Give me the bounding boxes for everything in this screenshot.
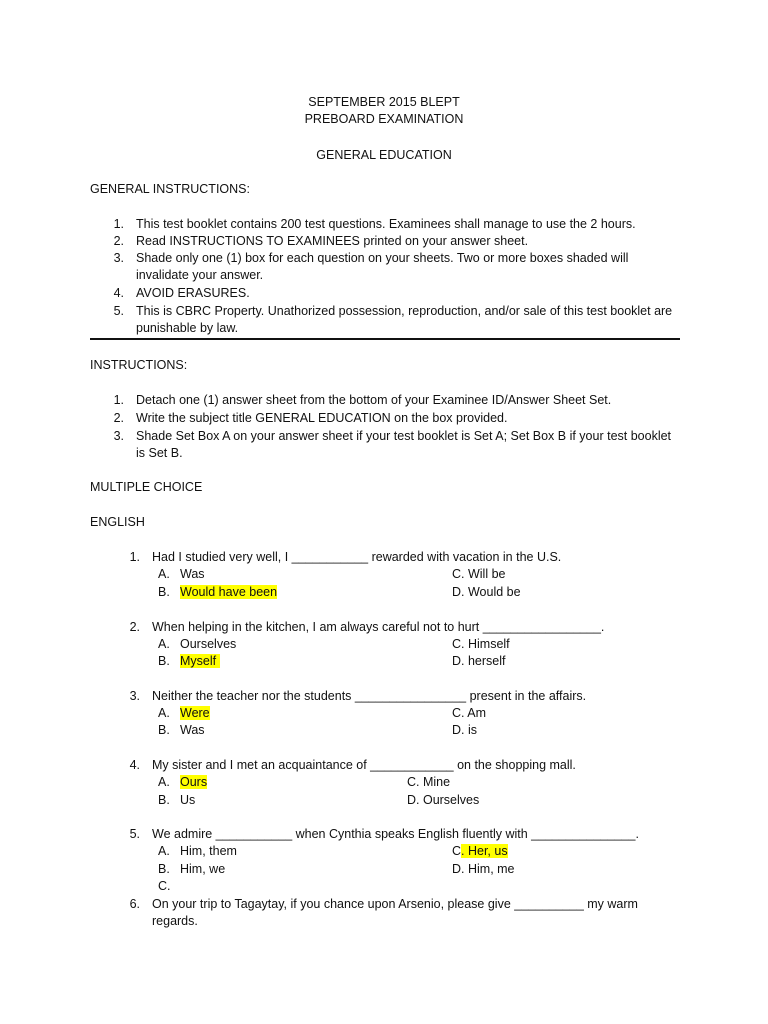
choice-b-highlighted: Myself [180,654,220,668]
section-heading: MULTIPLE CHOICE [90,480,203,494]
question-text: Had I studied very well, I ___________ rewarded with vacation in the U.S. [152,550,562,564]
question-text: On your trip to Tagaytay, if you chance upon Arsenio, please give __________ my warm [152,897,638,911]
choice-c-highlighted: . Her, us [461,844,508,858]
exam-page: SEPTEMBER 2015 BLEPT PREBOARD EXAMINATION GENERAL EDUCATION GENERAL INSTRUCTIONS: 1. This test booklet contains 200 test questions. Examinees shall manage to use the 2 hours. 2. Read INSTRUCTIONS TO EXAMINEES printed on your answer sheet. 3. Shade only one (1) box for each question on your sheets. Two or more boxes shaded will invalidate your answer. 4. AVOID ERASURES. 5. This is CBRC Property. Unathorized possession, reproduction, and/or sale of this test booklet are punishable by law. INSTRUCTIONS: 1. Detach one (1) answer sheet from the bottom of your Examinee ID/Answer Sheet Set. 2. Write the subject title GENERAL EDUCATION on the box provided. 3. Shade Set Box A on your answer sheet if your test booklet is Set A; Set Box B if your test booklet is Set B. MULTIPLE CHOICE ENGLISH 1. Had I studied very well, I ___________ rewarded with vacation in the U.S. A. Was C. Will be B. Would have been D. Would be 2. When helping in the kitchen, I am always careful not to hurt _________________. A. Ourselves C. Himself B. Myself D. herself 3. Neither the teacher nor the students ________________ present in the affairs. A. Were C. Am B. Was D. is 4. My sister and I met an acquaintance of ____________ on the shopping mall. A. Ours C. Mine B. Us D. Ourselves 5. We admire ___________ when Cynthia speaks English fluently with _______________. A. Him, them C. Her, us B. Him, we D. Him, me C. 6. On your trip to Tagaytay, if you chance upon Arsenio, please give __________ my warm regards. [0,0,768,1024]
choice-c: C. Mine [407,775,451,789]
choice-letter: A. [158,844,170,858]
choice-c: C. Will be [452,567,506,581]
section-divider [90,338,680,340]
choice-b: Was [180,723,205,737]
choice-letter: B. [158,723,170,737]
choice-a: Him, them [180,844,237,858]
choice-a: Was [180,567,205,581]
subject-title: GENERAL EDUCATION [316,148,452,162]
choice-b: Us [180,793,196,807]
choice-d: D. herself [452,654,506,668]
choice-letter: B. [158,793,170,807]
choice-letter: A. [158,706,170,720]
choice-letter: B. [158,654,170,668]
question-text: When helping in the kitchen, I am always careful not to hurt _________________. [152,620,605,634]
choice-a-highlighted: Were [180,706,210,720]
choice-letter: B. [158,585,170,599]
question-text: We admire ___________ when Cynthia speaks English fluently with _______________. [152,827,639,841]
choice-c: C. Her, us [452,844,508,858]
choice-b-highlighted: Would have been [180,585,278,599]
choice-d: D. Him, me [452,862,515,876]
choice-c: C. Am [452,706,487,720]
choice-d: D. Would be [452,585,521,599]
choice-letter: A. [158,775,170,789]
choice-c: C. Himself [452,637,510,651]
question-text-cont: regards. [152,914,198,928]
question-text: Neither the teacher nor the students ________________ present in the affairs. [152,689,587,703]
choice-d: D. is [452,723,477,737]
choice-letter: B. [158,862,170,876]
subsection-heading: ENGLISH [90,515,145,529]
choice-letter: A. [158,637,170,651]
exam-subtitle: PREBOARD EXAMINATION [304,112,464,126]
exam-title: SEPTEMBER 2015 BLEPT [308,95,460,109]
choice-b: Him, we [180,862,226,876]
choice-letter: A. [158,567,170,581]
instructions-heading: INSTRUCTIONS: [90,358,188,372]
choice-d: D. Ourselves [407,793,480,807]
choice-a-highlighted: Ours [180,775,208,789]
question-text: My sister and I met an acquaintance of ____________ on the shopping mall. [152,758,576,772]
stray-choice-letter: C. [158,879,171,893]
choice-a: Ourselves [180,637,237,651]
general-instructions-heading: GENERAL INSTRUCTIONS: [90,182,250,196]
